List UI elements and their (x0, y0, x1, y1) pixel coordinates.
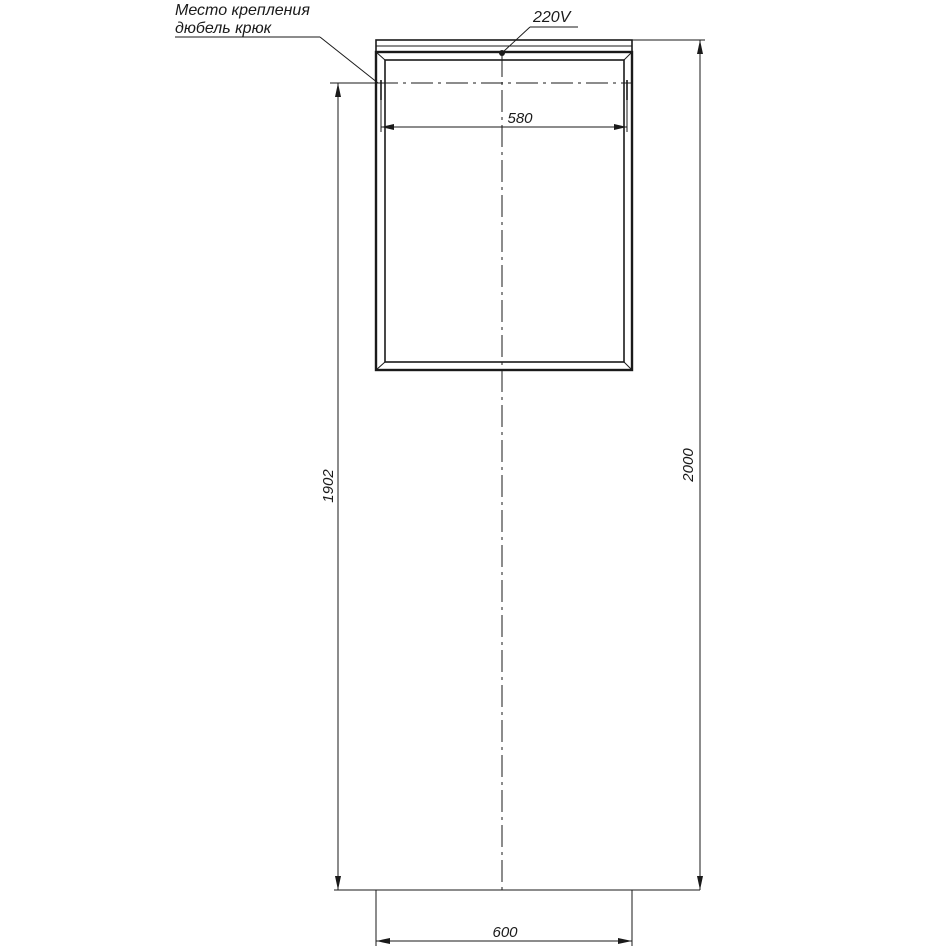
dim-1902-arrow-top (335, 83, 341, 97)
dim-600-arrow-right (618, 938, 632, 944)
dim-580-label: 580 (507, 110, 533, 127)
mount-label-line1: Место крепления (175, 2, 310, 19)
dim-1902-label: 1902 (320, 469, 337, 503)
dim-580-arrow-right (614, 124, 627, 130)
mount-callout-leader (320, 37, 378, 83)
dim-580-arrow-left (381, 124, 394, 130)
power-label: 220V (533, 9, 571, 26)
dim-2000-label: 2000 (680, 448, 697, 482)
dim-600-arrow-left (376, 938, 390, 944)
dim-2000-arrow-bottom (697, 876, 703, 890)
mirror-frame-outer (376, 52, 632, 370)
frame-bevel-br (624, 362, 632, 370)
dim-600-label: 600 (492, 924, 518, 941)
mount-label-line2: дюбель крюк (175, 20, 272, 37)
mirror-frame-inner (385, 60, 624, 362)
dim-1902-arrow-bottom (335, 876, 341, 890)
dim-2000-arrow-top (697, 40, 703, 54)
frame-bevel-bl (376, 362, 385, 370)
